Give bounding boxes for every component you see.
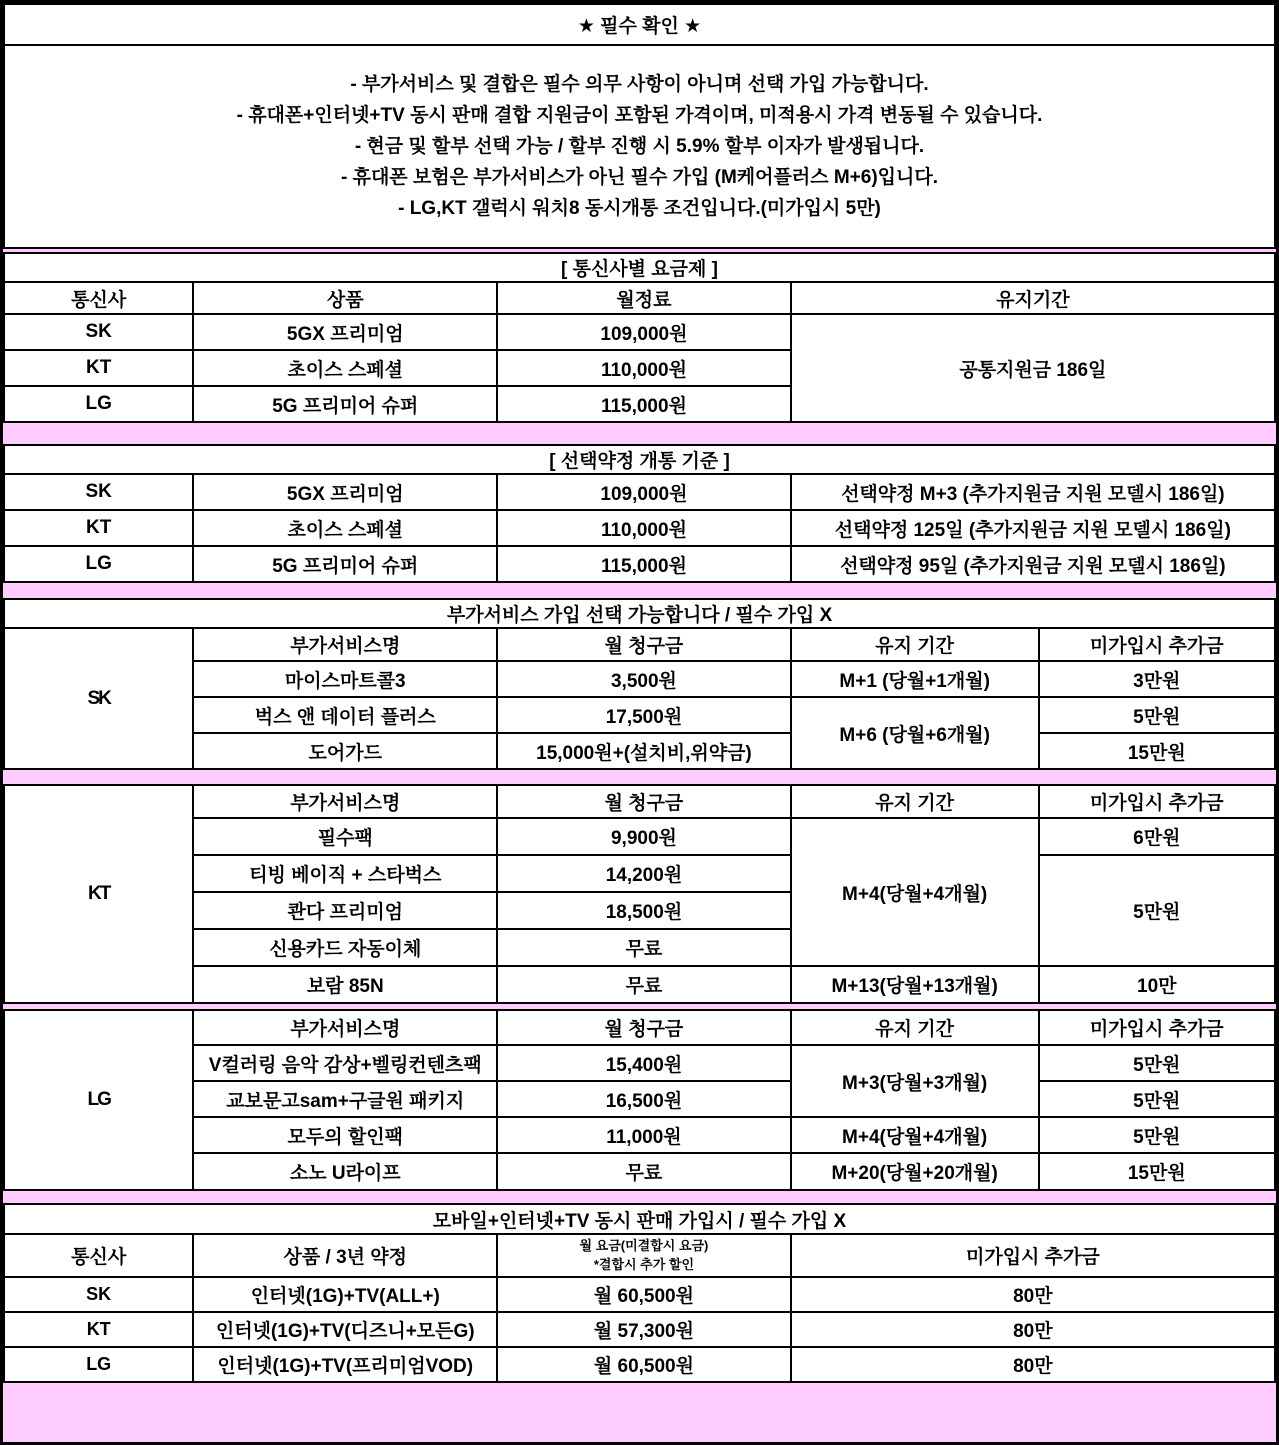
header-carrier: 통신사 xyxy=(4,1234,193,1277)
addon-name-cell: 신용카드 자동이체 xyxy=(193,929,497,966)
addon-fee-cell: 16,500원 xyxy=(497,1081,791,1117)
price-cell: 115,000원 xyxy=(497,546,791,582)
price-cell: 109,000원 xyxy=(497,474,791,510)
addon-penalty-cell: 6만원 xyxy=(1039,818,1275,855)
carrier-cell: SK xyxy=(4,474,193,510)
combo-fee-cell: 월 57,300원 xyxy=(497,1312,791,1347)
addon-row xyxy=(4,733,1275,769)
product-cell: 5GX 프리미엄 xyxy=(193,314,497,350)
header-addon-name: 부가서비스명 xyxy=(193,628,497,661)
addon-row xyxy=(4,697,1275,733)
combo-penalty-cell: 80만 xyxy=(791,1347,1275,1382)
addon-name-cell: 보람 85N xyxy=(193,966,497,1003)
select-contract-table xyxy=(3,444,1276,583)
addon-penalty-cell: 5만원 xyxy=(1039,697,1275,733)
combo-row-kt xyxy=(4,1312,1275,1347)
addon-penalty-cell: 15만원 xyxy=(1039,733,1275,769)
keep-note-cell: 공통지원금 186일 xyxy=(791,314,1275,422)
header-penalty: 미가입시 추가금 xyxy=(1039,1010,1275,1045)
addon-penalty-cell: 5만원 xyxy=(1039,855,1275,966)
addon-penalty-cell: 5만원 xyxy=(1039,1045,1275,1081)
carrier-cell: SK xyxy=(4,314,193,350)
addon-row xyxy=(4,818,1275,855)
addon-name-cell: 도어가드 xyxy=(193,733,497,769)
addon-table-sk xyxy=(3,598,1276,770)
header-penalty: 미가입시 추가금 xyxy=(1039,785,1275,818)
header-penalty: 미가입시 추가금 xyxy=(791,1234,1275,1277)
header-addon-name: 부가서비스명 xyxy=(193,1010,497,1045)
addon-name-cell: 소노 U라이프 xyxy=(193,1153,497,1190)
notice-line-1: - 부가서비스 및 결합은 필수 의무 사항이 아니며 선택 가입 가능합니다. xyxy=(350,74,929,95)
spacer xyxy=(3,1191,1276,1203)
select-row-lg xyxy=(4,546,1275,582)
carrier-letter-kt: KT xyxy=(4,785,193,1003)
product-cell: 5G 프리미어 슈퍼 xyxy=(193,546,497,582)
notice-block xyxy=(3,3,1276,249)
spacer xyxy=(3,770,1276,784)
carrier-cell: KT xyxy=(4,1312,193,1347)
addon-keep-cell: M+4(당월+4개월) xyxy=(791,818,1039,966)
product-cell: 5GX 프리미엄 xyxy=(193,474,497,510)
addon-row xyxy=(4,1153,1275,1190)
combo-row-sk xyxy=(4,1277,1275,1312)
notice-line-3: - 현금 및 할부 선택 가능 / 할부 진행 시 5.9% 할부 이자가 발생됩니다. xyxy=(354,136,925,157)
addon-row xyxy=(4,1081,1275,1117)
header-addon-name: 부가서비스명 xyxy=(193,785,497,818)
plan-row-sk xyxy=(4,314,1275,350)
addon-fee-cell: 무료 xyxy=(497,1153,791,1190)
addon-keep-cell: M+13(당월+13개월) xyxy=(791,966,1039,1003)
combo-table xyxy=(3,1203,1276,1383)
addon-name-cell: 마이스마트콜3 xyxy=(193,661,497,697)
combo-fee-header-line2: *결합시 추가 할인 xyxy=(593,1256,695,1272)
header-monthly-charge: 월 청구금 xyxy=(497,628,791,661)
spacer xyxy=(3,423,1276,444)
addon-row xyxy=(4,855,1275,892)
addon-keep-cell: M+6 (당월+6개월) xyxy=(791,697,1039,769)
select-table-title: [ 선택약정 개통 기준 ] xyxy=(4,445,1275,474)
addon-name-cell: 모두의 할인팩 xyxy=(193,1117,497,1153)
price-cell: 110,000원 xyxy=(497,350,791,386)
carrier-letter-lg: LG xyxy=(4,1010,193,1190)
addon-fee-cell: 15,400원 xyxy=(497,1045,791,1081)
addon-penalty-cell: 15만원 xyxy=(1039,1153,1275,1190)
addon-fee-cell: 무료 xyxy=(497,966,791,1003)
addon-name-cell: 필수팩 xyxy=(193,818,497,855)
product-cell: 초이스 스페셜 xyxy=(193,350,497,386)
product-cell: 5G 프리미어 슈퍼 xyxy=(193,386,497,422)
plan-table xyxy=(3,252,1276,423)
combo-fee-header-line1: 월 요금(미결합시 요금) xyxy=(579,1237,709,1253)
addon-name-cell: V컬러링 음악 감상+벨링컨텐츠팩 xyxy=(193,1045,497,1081)
price-cell: 109,000원 xyxy=(497,314,791,350)
contract-note-cell: 선택약정 M+3 (추가지원금 지원 모델시 186일) xyxy=(791,474,1275,510)
header-monthly-fee: 월정료 xyxy=(497,282,791,314)
header-combo-fee xyxy=(497,1234,791,1277)
addon-banner: 부가서비스 가입 선택 가능합니다 / 필수 가입 X xyxy=(4,599,1275,628)
addon-row xyxy=(4,966,1275,1003)
combo-fee-cell: 월 60,500원 xyxy=(497,1347,791,1382)
notice-line-5: - LG,KT 갤럭시 워치8 동시개통 조건입니다.(미가입시 5만) xyxy=(398,198,881,219)
addon-fee-cell: 무료 xyxy=(497,929,791,966)
notice-body xyxy=(4,45,1275,248)
combo-product-cell: 인터넷(1G)+TV(프리미엄VOD) xyxy=(193,1347,497,1382)
combo-fee-cell: 월 60,500원 xyxy=(497,1277,791,1312)
combo-table-title: 모바일+인터넷+TV 동시 판매 가입시 / 필수 가입 X xyxy=(4,1204,1275,1234)
price-cell: 110,000원 xyxy=(497,510,791,546)
header-keep-period: 유지기간 xyxy=(791,282,1275,314)
contract-note-cell: 선택약정 95일 (추가지원금 지원 모델시 186일) xyxy=(791,546,1275,582)
header-monthly-charge: 월 청구금 xyxy=(497,785,791,818)
addon-fee-cell: 18,500원 xyxy=(497,892,791,929)
addon-name-cell: 벅스 앤 데이터 플러스 xyxy=(193,697,497,733)
carrier-cell: LG xyxy=(4,386,193,422)
header-keep-period: 유지 기간 xyxy=(791,785,1039,818)
addon-fee-cell: 15,000원+(설치비,위약금) xyxy=(497,733,791,769)
select-row-kt xyxy=(4,510,1275,546)
addon-row xyxy=(4,661,1275,697)
header-keep-period: 유지 기간 xyxy=(791,628,1039,661)
combo-product-cell: 인터넷(1G)+TV(ALL+) xyxy=(193,1277,497,1312)
carrier-cell: KT xyxy=(4,350,193,386)
combo-row-lg xyxy=(4,1347,1275,1382)
combo-penalty-cell: 80만 xyxy=(791,1312,1275,1347)
header-product-contract: 상품 / 3년 약정 xyxy=(193,1234,497,1277)
addon-row xyxy=(4,1117,1275,1153)
carrier-cell: LG xyxy=(4,546,193,582)
addon-keep-cell: M+3(당월+3개월) xyxy=(791,1045,1039,1117)
header-monthly-charge: 월 청구금 xyxy=(497,1010,791,1045)
addon-keep-cell: M+20(당월+20개월) xyxy=(791,1153,1039,1190)
addon-fee-cell: 17,500원 xyxy=(497,697,791,733)
addon-penalty-cell: 5만원 xyxy=(1039,1081,1275,1117)
product-cell: 초이스 스페셜 xyxy=(193,510,497,546)
addon-name-cell: 티빙 베이직 + 스타벅스 xyxy=(193,855,497,892)
addon-row xyxy=(4,1045,1275,1081)
carrier-cell: SK xyxy=(4,1277,193,1312)
combo-product-cell: 인터넷(1G)+TV(디즈니+모든G) xyxy=(193,1312,497,1347)
header-carrier: 통신사 xyxy=(4,282,193,314)
contract-note-cell: 선택약정 125일 (추가지원금 지원 모델시 186일) xyxy=(791,510,1275,546)
addon-keep-cell: M+4(당월+4개월) xyxy=(791,1117,1039,1153)
notice-line-2: - 휴대폰+인터넷+TV 동시 판매 결합 지원금이 포함된 가격이며, 미적용시 가격 변동될 수 있습니다. xyxy=(236,105,1043,126)
addon-penalty-cell: 5만원 xyxy=(1039,1117,1275,1153)
price-cell: 115,000원 xyxy=(497,386,791,422)
addon-name-cell: 교보문고sam+구글원 패키지 xyxy=(193,1081,497,1117)
carrier-letter-sk: SK xyxy=(4,628,193,769)
carrier-cell: KT xyxy=(4,510,193,546)
header-penalty: 미가입시 추가금 xyxy=(1039,628,1275,661)
combo-penalty-cell: 80만 xyxy=(791,1277,1275,1312)
notice-line-4: - 휴대폰 보험은 부가서비스가 아닌 필수 가입 (M케어플러스 M+6)입니다. xyxy=(340,167,938,188)
header-product: 상품 xyxy=(193,282,497,314)
addon-penalty-cell: 3만원 xyxy=(1039,661,1275,697)
carrier-cell: LG xyxy=(4,1347,193,1382)
notice-banner: ★ 필수 확인 ★ xyxy=(4,4,1275,45)
header-keep-period: 유지 기간 xyxy=(791,1010,1039,1045)
select-row-sk xyxy=(4,474,1275,510)
addon-fee-cell: 11,000원 xyxy=(497,1117,791,1153)
addon-keep-cell: M+1 (당월+1개월) xyxy=(791,661,1039,697)
addon-name-cell: 콴다 프리미엄 xyxy=(193,892,497,929)
addon-table-kt xyxy=(3,784,1276,1004)
plan-table-title: [ 통신사별 요금제 ] xyxy=(4,253,1275,282)
spacer xyxy=(3,583,1276,598)
addon-fee-cell: 14,200원 xyxy=(497,855,791,892)
addon-fee-cell: 3,500원 xyxy=(497,661,791,697)
addon-fee-cell: 9,900원 xyxy=(497,818,791,855)
addon-penalty-cell: 10만 xyxy=(1039,966,1275,1003)
addon-table-lg xyxy=(3,1009,1276,1191)
